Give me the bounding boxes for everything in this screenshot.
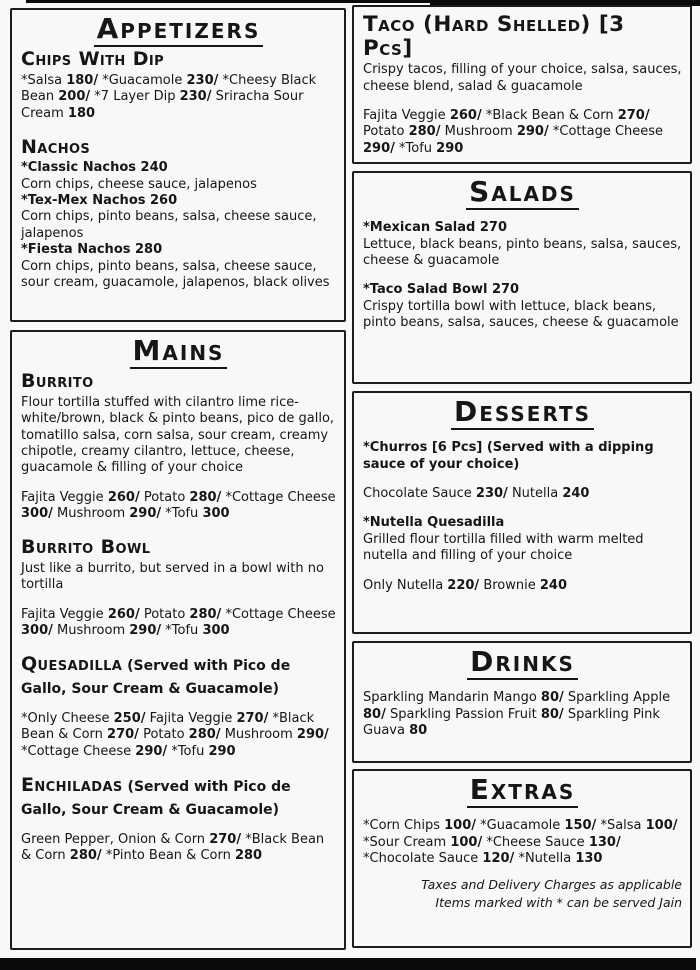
item-price: 80: [409, 723, 428, 739]
item-price: 290/: [296, 727, 329, 743]
menu-item-line: *Mexican Salad 270: [363, 220, 507, 236]
item-price: 200/: [58, 89, 91, 105]
item-name: *Cottage Cheese: [225, 489, 336, 505]
item-name: Sriracha Sour Cream: [21, 89, 304, 121]
subsection-name: Burrito Bowl: [21, 536, 151, 559]
section-box-taco: [352, 5, 692, 164]
menu-item: [512, 486, 590, 501]
menu-item: [21, 607, 140, 622]
item-description: Lettuce, black beans, pinto beans, salsa, sauces, cheese & guacamole: [363, 236, 682, 269]
item-name: Sparkling Apple: [567, 690, 671, 706]
item-name: Chocolate Sauce: [363, 486, 476, 502]
item-description: Corn chips, cheese sauce, jalapenos: [21, 176, 257, 192]
item-name: *Tofu: [399, 140, 437, 156]
menu-item-line: *Tex-Mex Nachos 260: [21, 193, 178, 209]
item-name: *Cheesy Black Bean: [21, 72, 317, 105]
menu-item: [165, 506, 229, 521]
item-description: Crispy tortilla bowl with lettuce, black beans, pinto beans, salsa, sauces, cheese & guacamole: [363, 298, 679, 331]
menu-item: [143, 727, 220, 742]
item-name: *Tofu: [165, 506, 203, 522]
item-description: Crispy tacos, filling of your choice, salsa, sauces, cheese blend, salad & guacamole: [363, 62, 682, 94]
subsection-heading: [21, 136, 336, 158]
item-name: *Corn Chips: [363, 818, 445, 834]
menu-item: [21, 490, 140, 505]
section-heading: [21, 13, 336, 44]
item-name: *Sour Cream: [363, 834, 451, 850]
section-box-extras: [352, 769, 692, 948]
item-name: *Salsa: [21, 72, 67, 88]
item-name: *Guacamole: [102, 72, 187, 88]
item-price: 120/: [482, 851, 515, 867]
menu-item: [57, 623, 161, 638]
item-name: Fajita Veggie: [21, 606, 108, 622]
menu-item: [144, 607, 221, 622]
price-line: [21, 490, 336, 523]
item-price: 180/: [66, 72, 99, 88]
item-price: 280/: [189, 606, 222, 622]
item-price: 150/: [564, 818, 597, 834]
item-name: Mushroom: [57, 622, 130, 638]
item-name: Nutella: [511, 486, 563, 502]
item-price: 230/: [186, 72, 219, 88]
menu-item: [363, 578, 479, 593]
item-name: Brownie: [483, 577, 540, 593]
menu-item: [399, 141, 463, 156]
left-column: [10, 8, 346, 950]
menu-item-line: *Churros [6 Pcs] (Served with a dipping sauce of your choice): [363, 440, 654, 472]
item-price: 100/: [645, 818, 678, 834]
item-price: 280/: [189, 489, 222, 505]
section-box-salads: [352, 171, 692, 384]
menu-item: [363, 124, 440, 139]
item-price: 260/: [107, 606, 140, 622]
menu-item: [165, 623, 229, 638]
menu-item: [486, 835, 620, 850]
section-heading-text: Extras: [467, 773, 578, 808]
price-line: [363, 108, 682, 157]
menu-item-line: *Classic Nachos 240: [21, 160, 168, 176]
item-price: 260/: [449, 107, 482, 123]
item-price: 290/: [516, 124, 549, 140]
item-price: 230/: [475, 486, 508, 502]
menu-item: [486, 108, 650, 123]
item-price: 80/: [540, 690, 564, 706]
item-name: *Cheese Sauce: [486, 834, 589, 850]
item-price: 270/: [209, 832, 242, 848]
price-line: [363, 690, 682, 739]
item-name: *Black Bean & Corn: [485, 107, 618, 123]
menu-item: [21, 73, 98, 88]
item-price: 270/: [236, 711, 269, 727]
section-heading-text: Salads: [466, 175, 579, 210]
item-name: Potato: [143, 727, 189, 743]
item-price: 270/: [617, 107, 650, 123]
menu-item: [363, 818, 476, 833]
price-line: [21, 711, 336, 760]
menu-item: [57, 506, 161, 521]
item-name: Fajita Veggie: [21, 489, 108, 505]
section-heading: [363, 646, 682, 677]
subsection-heading: [21, 536, 336, 558]
section-box-mains: [10, 330, 346, 950]
item-name: *Black Bean & Corn: [21, 711, 315, 743]
item-price: 270/: [107, 727, 139, 743]
price-line: [363, 578, 682, 594]
item-price: 280/: [408, 124, 441, 140]
subsection-name: Chips With Dip: [21, 48, 165, 71]
footnote: [363, 876, 682, 911]
item-name: Mushroom: [224, 727, 297, 743]
section-heading: [21, 335, 336, 366]
item-name: Potato: [143, 489, 190, 505]
item-name: Green Pepper, Onion & Corn: [21, 832, 210, 848]
price-line: [363, 818, 682, 867]
item-price: 100/: [450, 834, 483, 850]
subsection-heading: [21, 774, 336, 819]
item-price: 180: [67, 105, 96, 121]
section-heading-text: Appetizers: [94, 12, 264, 47]
item-price: 290/: [135, 743, 168, 759]
menu-item: [150, 711, 269, 726]
menu-item-line: *Fiesta Nachos 280: [21, 242, 163, 258]
subsection-name: Enchiladas: [21, 774, 123, 797]
subsection-name: Burrito: [21, 370, 94, 393]
item-price: 300: [202, 506, 230, 522]
menu-item: [106, 848, 262, 863]
item-price: 280/: [188, 727, 221, 743]
item-price: 80/: [540, 706, 564, 722]
item-name: Sparkling Passion Fruit: [389, 706, 541, 722]
item-name: *Pinto Bean & Corn: [105, 848, 235, 864]
item-name: Fajita Veggie: [149, 711, 237, 727]
menu-item: [363, 108, 482, 123]
menu-item: [363, 851, 514, 866]
section-heading-text: Drinks: [467, 645, 578, 680]
item-name: *Chocolate Sauce: [363, 851, 483, 867]
menu-item: [94, 89, 211, 104]
item-name: *Cottage Cheese: [21, 743, 136, 759]
menu-item: [363, 835, 482, 850]
subsection-name: Nachos: [21, 135, 91, 158]
price-line: [21, 607, 336, 640]
item-price: 130: [575, 851, 603, 867]
item-name: Sparkling Mandarin Mango: [363, 690, 541, 706]
menu-item: [171, 744, 235, 759]
price-line: [21, 73, 336, 122]
item-price: 130/: [588, 834, 621, 850]
item-price: 230/: [179, 89, 212, 105]
item-price: 220/: [447, 577, 480, 593]
photo-edge-bottom: [0, 958, 696, 970]
item-name: *Black Bean & Corn: [21, 832, 325, 864]
item-price: 250/: [113, 711, 146, 727]
menu-item: [390, 707, 564, 722]
menu-item-line: *Nutella Quesadilla: [363, 515, 505, 531]
section-box-desserts: [352, 391, 692, 634]
section-box-appetizers: [10, 8, 346, 322]
item-name: *Cottage Cheese: [552, 124, 664, 140]
subsection-name: Quesadilla: [21, 653, 123, 676]
section-heading: [363, 774, 682, 805]
section-heading: [363, 176, 682, 207]
item-name: *Tofu: [171, 743, 209, 759]
item-name: *Only Cheese: [21, 711, 114, 727]
item-name: Fajita Veggie: [363, 107, 450, 123]
item-price: 300/: [21, 622, 53, 638]
item-price: 240: [539, 577, 568, 593]
price-line: [363, 486, 682, 502]
right-column: [352, 5, 692, 948]
item-description: Just like a burrito, but served in a bowl with no tortilla: [21, 560, 324, 593]
menu-item: [600, 818, 677, 833]
menu-item: [363, 690, 564, 705]
item-description: Corn chips, pinto beans, salsa, cheese sauce, sour cream, guacamole, jalapenos, black olives: [21, 258, 330, 290]
item-name: *Salsa: [600, 818, 646, 834]
menu-item: [363, 486, 508, 501]
item-name: Potato: [143, 606, 190, 622]
menu-item-line: *Taco Salad Bowl 270: [363, 282, 520, 298]
item-price: 280: [234, 848, 263, 864]
item-price: 80/: [363, 706, 386, 722]
menu-item: [21, 832, 241, 847]
item-price: 260/: [107, 489, 140, 505]
item-name: Potato: [363, 124, 409, 140]
item-price: 290/: [129, 506, 162, 522]
section-heading-text: Desserts: [451, 395, 594, 430]
menu-item: [225, 727, 329, 742]
menu-item: [483, 578, 567, 593]
subsection-note: (Served with Pico de Gallo, Sour Cream & Guacamole): [21, 658, 291, 697]
menu-item: [518, 851, 602, 866]
item-price: 290: [208, 743, 236, 759]
item-price: 100/: [444, 818, 476, 834]
section-heading: [363, 396, 682, 427]
item-price: 290: [436, 140, 464, 156]
subsection-note: (Served with Pico de Gallo, Sour Cream & Guacamole): [21, 779, 291, 818]
item-price: 290/: [363, 140, 395, 156]
item-price: 300: [202, 622, 230, 638]
item-name: *7 Layer Dip: [94, 89, 180, 105]
item-name: Mushroom: [57, 506, 130, 522]
item-price: 290/: [129, 622, 162, 638]
subsection-heading: [21, 653, 336, 698]
section-heading-text: Mains: [130, 334, 228, 369]
item-name: *Nutella: [518, 851, 576, 867]
item-description: Corn chips, pinto beans, salsa, cheese sauce, jalapenos: [21, 209, 317, 241]
item-price: 240: [562, 486, 590, 502]
item-name: Mushroom: [444, 124, 517, 140]
section-title: Taco (Hard Shelled) [3 Pcs]: [363, 12, 625, 62]
price-line: [21, 832, 336, 865]
item-name: Sparkling Pink Guava: [363, 706, 660, 739]
item-price: 300/: [21, 506, 53, 522]
section-box-drinks: [352, 641, 692, 763]
item-name: Only Nutella: [363, 577, 448, 593]
menu-item: [445, 124, 549, 139]
subsection-heading: [21, 370, 336, 392]
menu-item: [21, 744, 167, 759]
footnote-line: Items marked with * can be served Jain: [435, 894, 682, 910]
subsection-heading: [21, 48, 336, 70]
item-name: *Tofu: [165, 622, 203, 638]
menu-item: [480, 818, 596, 833]
item-name: *Cottage Cheese: [225, 606, 336, 622]
menu-item: [144, 490, 221, 505]
menu-item: [21, 711, 146, 726]
item-description: Flour tortilla stuffed with cilantro lime rice-white/brown, black & pinto beans, pico de gallo, tomatillo salsa, corn salsa, sour cream, creamy chipotle, creamy cilantro, lettuce, cheese, guacamole & filling of your choice: [21, 394, 335, 476]
item-description: Grilled flour tortilla filled with warm melted nutella and filling of your choice: [363, 531, 644, 564]
footnote-line: Taxes and Delivery Charges as applicable: [421, 877, 682, 893]
item-price: 280/: [69, 848, 102, 864]
item-name: *Guacamole: [480, 818, 565, 834]
menu-item: [102, 73, 218, 88]
